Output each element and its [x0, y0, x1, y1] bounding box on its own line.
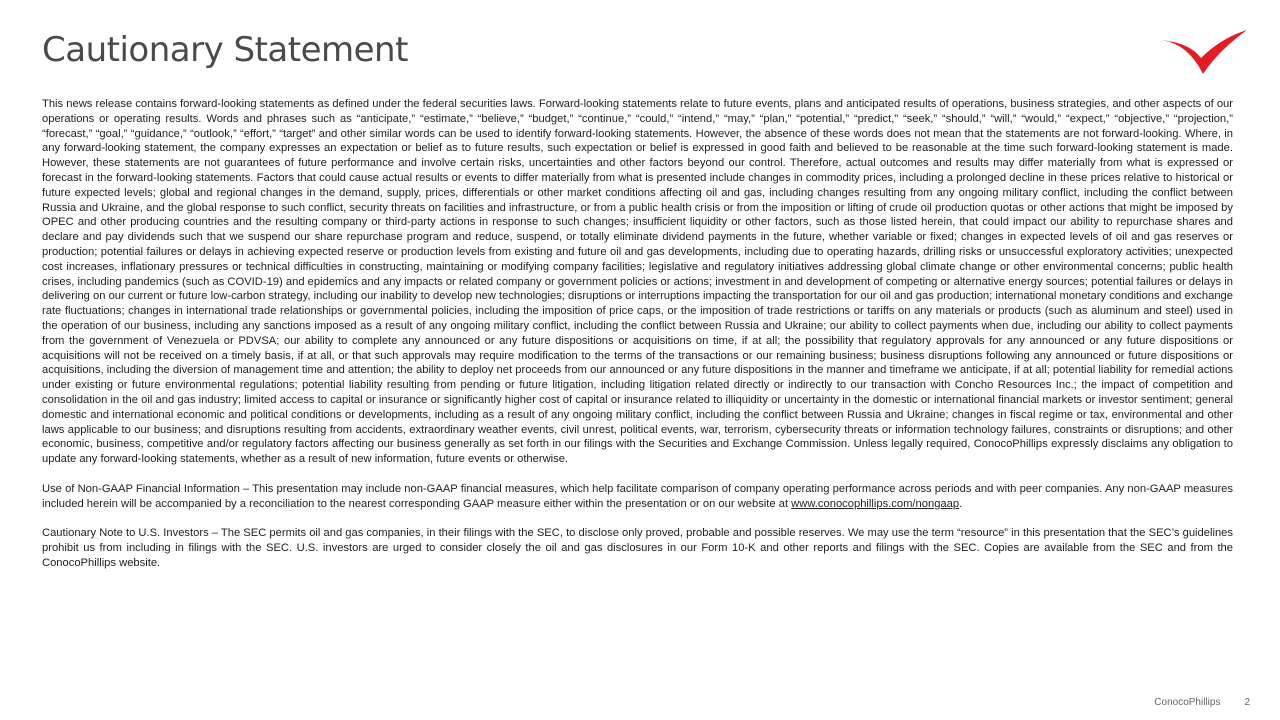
footer-company: ConocoPhillips: [1154, 697, 1221, 708]
slide-footer: [1154, 697, 1250, 708]
forward-looking-paragraph: This news release contains forward-looking statements as defined under the federal securities laws. Forward-looking statements relate to future events, plans and anticipated results of operations, business strategies, and other aspects of our operations or operating results. Words and phrases such as “anticipate,” “estimate,” “believe,” “budget,” “continue,” “could,” “intend,” “may,” “plan,” “potential,” “predict,” “seek,” “should,” “will,” “would,” “expect,” “objective,” “projection,” “forecast,” “goal,” “guidance,” “outlook,” “effort,” “target” and other similar words can be used to identify forward-looking statements. However, the absence of these words does not mean that the statements are not forward-looking. Where, in any forward-looking statement, the company expresses an expectation or belief as to future results, such expectation or belief is expressed in good faith and believed to be reasonable at the time such forward-looking statement is made. However, these statements are not guarantees of future performance and involve certain risks, uncertainties and other factors beyond our control. Therefore, actual outcomes and results may differ materially from what is expressed or forecast in the forward-looking statements. Factors that could cause actual results or events to differ materially from what is presented include changes in commodity prices, including a prolonged decline in these prices relative to historical or future expected levels; global and regional changes in the demand, supply, prices, differentials or other market conditions affecting oil and gas, including changes resulting from any ongoing military conflict, including the conflict between Russia and Ukraine, and the global response to such conflict, security threats on facilities and infrastructure, or from a public health crisis or from the imposition or lifting of crude oil production quotas or other actions that might be imposed by OPEC and other producing countries and the resulting company or third-party actions in response to such changes; insufficient liquidity or other factors, such as those listed herein, that could impact our ability to repurchase shares and declare and pay dividends such that we suspend our share repurchase program and reduce, suspend, or totally eliminate dividend payments in the future, whether variable or fixed; changes in expected levels of oil and gas reserves or production; potential failures or delays in achieving expected reserve or production levels from existing and future oil and gas developments, including due to operating hazards, drilling risks or unsuccessful exploratory activities; unexpected cost increases, inflationary pressures or technical difficulties in constructing, maintaining or modifying company facilities; legislative and regulatory initiatives addressing global climate change or other environmental concerns; public health crises, including pandemics (such as COVID-19) and epidemics and any impacts or related company or government policies or actions; investment in and development of competing or alternative energy sources; potential failures or delays in delivering on our current or future low-carbon strategy, including our inability to develop new technologies; disruptions or interruptions impacting the transportation for our oil and gas production; international monetary conditions and exchange rate fluctuations; changes in international trade relationships or governmental policies, including the imposition of price caps, or the imposition of trade restrictions or tariffs on any materials or products (such as aluminum and steel) used in the operation of our business, including any sanctions imposed as a result of any ongoing military conflict, including the conflict between Russia and Ukraine; our ability to collect payments when due, including our ability to collect payments from the government of Venezuela or PDVSA; our ability to complete any announced or any future dispositions or acquisitions on time, if at all; the possibility that regulatory approvals for any announced or any future dispositions or acquisitions will not be received on a timely basis, if at all, or that such approvals may require modification to the terms of the transactions or our remaining business; business disruptions following any announced or future dispositions or acquisitions, including the diversion of management time and attention; the ability to deploy net proceeds from our announced or any future dispositions in the manner and timeframe we anticipate, if at all; potential liability for remedial actions under existing or future environmental regulations; potential liability resulting from pending or future litigation, including litigation related directly or indirectly to our transaction with Concho Resources Inc.; the impact of competition and consolidation in the oil and gas industry; limited access to capital or insurance or significantly higher cost of capital or insurance related to illiquidity or uncertainty in the domestic or international financial markets or investor sentiment; general domestic and international economic and political conditions or developments, including as a result of any ongoing military conflict, including the conflict between Russia and Ukraine; changes in fiscal regime or tax, environmental and other laws applicable to our business; and disruptions resulting from accidents, extraordinary weather events, civil unrest, political events, war, terrorism, cybersecurity threats or information technology failures, constraints or disruptions; and other economic, business, competitive and/or regulatory factors affecting our business generally as set forth in our filings with the Securities and Exchange Commission. Unless legally required, ConocoPhillips expressly disclaims any obligation to update any forward-looking statements, whether as a result of new information, future events or otherwise.: [42, 98, 1233, 466]
non-gaap-text: Use of Non-GAAP Financial Information – This presentation may include non-GAAP financial measures, which help facilitate comparison of company operating performance across periods and with peer companies. Any non-GAAP measures included herein will be accompanied by a reconciliation to the nearest corresponding GAAP measure either within the presentation or on our website at: [42, 482, 1233, 510]
page-number: 2: [1244, 697, 1250, 708]
cautionary-text: [42, 97, 1233, 585]
non-gaap-text-end: .: [959, 497, 963, 510]
us-investors-paragraph: Cautionary Note to U.S. Investors – The SEC permits oil and gas companies, in their filings with the SEC, to disclose only proved, probable and possible reserves. We may use the term “resource” in this presentation that the SEC’s guidelines prohibit us from including in filings with the SEC. U.S. investors are urged to consider closely the oil and gas disclosures in our Form 10-K and other reports and filings with the SEC. Copies are available from the SEC and from the ConocoPhillips website.: [42, 527, 1233, 569]
nongaap-website-link[interactable]: www.conocophillips.com/nongaap: [791, 497, 960, 510]
conocophillips-logo-icon: [1157, 28, 1249, 76]
page-title: Cautionary Statement: [42, 30, 408, 70]
non-gaap-paragraph: [42, 482, 1233, 512]
